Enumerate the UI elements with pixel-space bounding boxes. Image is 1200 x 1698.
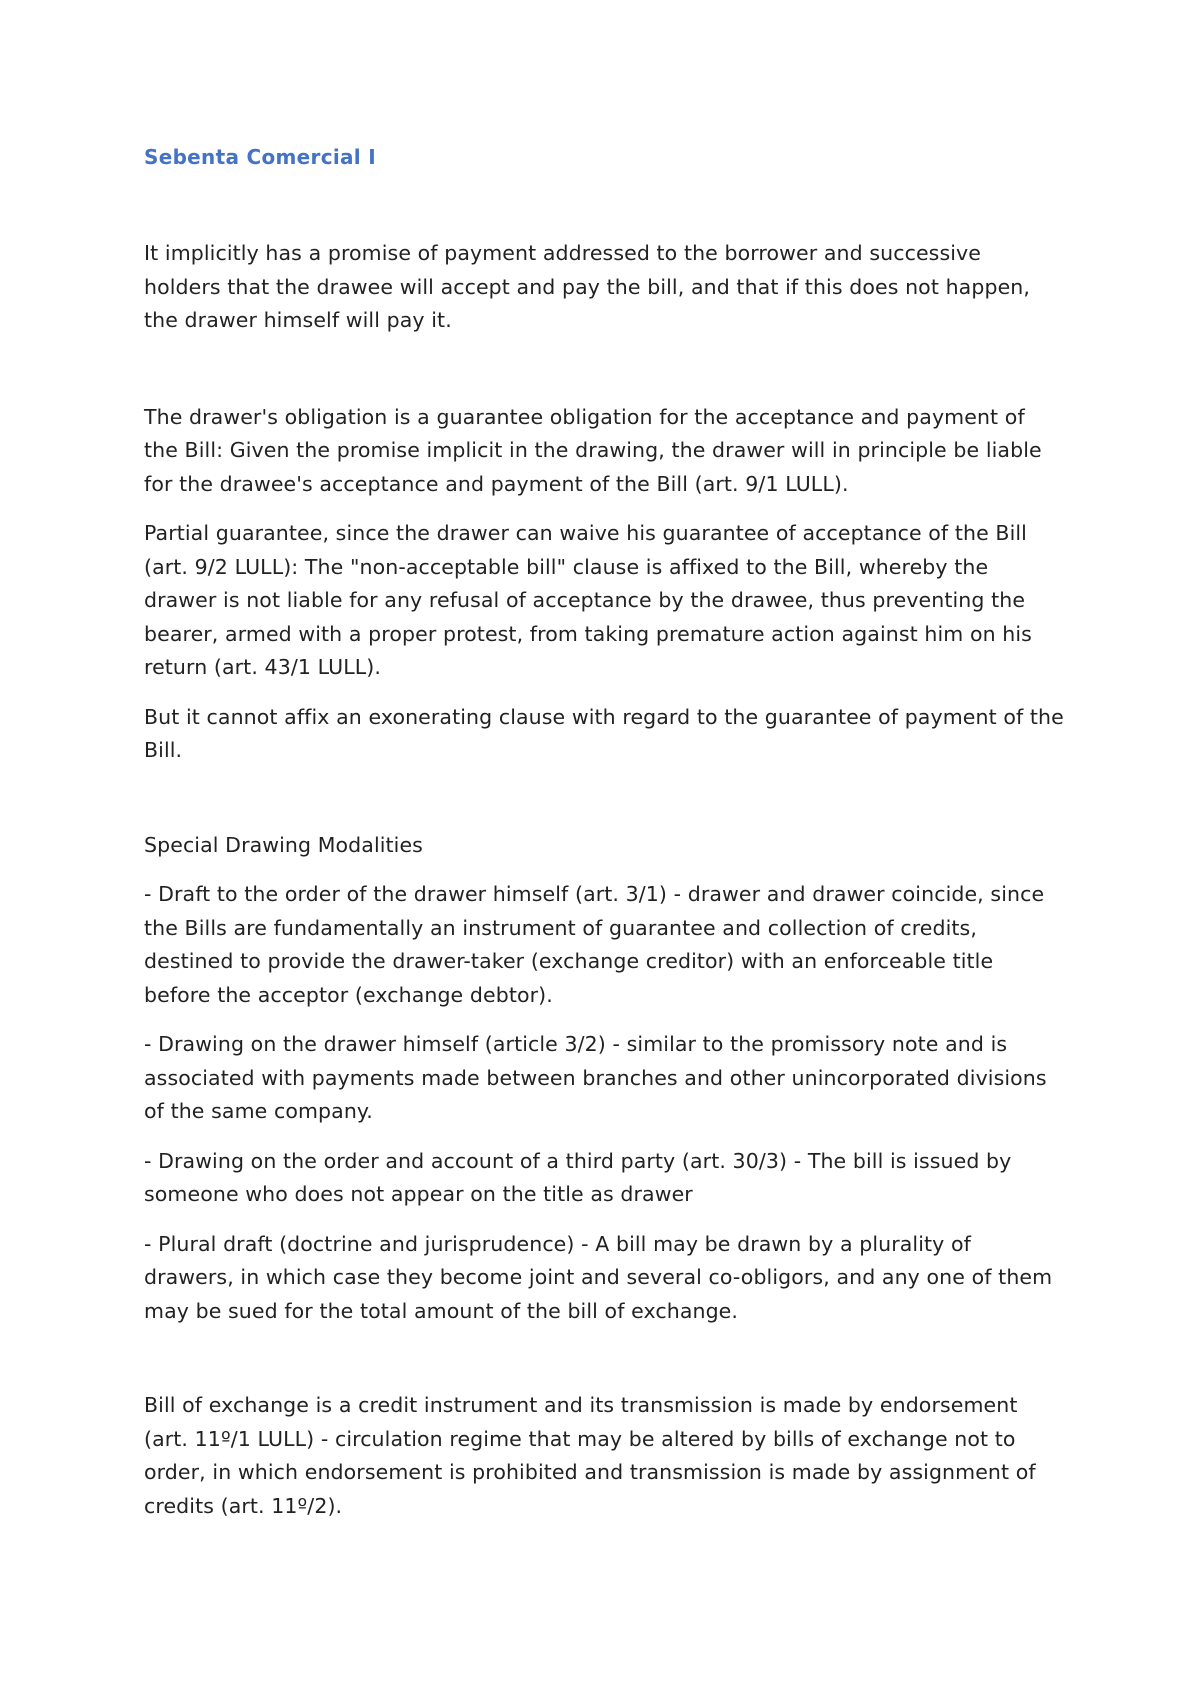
paragraph-implicit-promise: It implicitly has a promise of payment addressed to the borrower and successive holders that the drawee will accept and pay the bill, and that if this does not happen, the drawer himself will pay it. [144,241,1030,332]
spacer [144,1212,1064,1228]
list-item-drawing-on-drawer: - Drawing on the drawer himself (article 3/2) - similar to the promissory note and is associated with payments made between branches and other unincorporated divisions of the same company. [144,1032,1047,1123]
list-item-draft-order-drawer: - Draft to the order of the drawer himself (art. 3/1) - drawer and drawer coincide, since the Bills are fundamentally an instrument of guarantee and collection of credits, destined to provide the drawer-taker (exchange creditor) with an enforceable title before the acceptor (exchange debtor). [144,882,1045,1007]
spacer [144,862,1064,878]
spacer [144,1129,1064,1145]
paragraph-drawer-obligation: The drawer's obligation is a guarantee obligation for the acceptance and payment of the Bill: Given the promise implicit in the drawing, the drawer will in principle be liable for the drawee's acceptance and payment of the Bill (art. 9/1 LULL). [144,404,1042,496]
document-title: Sebenta Comercial I [144,145,376,169]
paragraph-endorsement: Bill of exchange is a credit instrument and its transmission is made by endorsement (art. 11º/1 LULL) - circulation regime that may be altered by bills of exchange not to order, in which endorsement is prohibited and transmission is made by assignment of credits (art. 11º/2). [144,1393,1036,1518]
section-heading-special-drawing: Special Drawing Modalities [144,832,423,857]
spacer [144,768,1064,829]
spacer [144,338,1064,401]
list-item-third-party: - Drawing on the order and account of a third party (art. 30/3) - The bill is issued by someone who does not appear on the title as drawer [144,1148,1012,1206]
paragraph-partial-guarantee: Partial guarantee, since the drawer can waive his guarantee of acceptance of the Bill (art. 9/2 LULL): The "non-acceptable bill" clause is affixed to the Bill, whereby the drawer is not liable for any refusal of acceptance by the drawee, thus preventing the bearer, armed with a proper protest, from taking premature action against him on his return (art. 43/1 LULL). [144,521,1032,679]
document-content [144,140,1064,1523]
spacer [144,1012,1064,1028]
spacer [144,685,1064,701]
paragraph-exonerating-clause: But it cannot affix an exonerating clause with regard to the guarantee of payment of the Bill. [144,704,1064,762]
list-item-plural-draft: - Plural draft (doctrine and jurisprudence) - A bill may be drawn by a plurality of drawers, in which case they become joint and several co-obligors, and any one of them may be sued for the total amount of the bill of exchange. [144,1231,1053,1323]
spacer [144,1328,1064,1389]
spacer [144,501,1064,517]
spacer [144,174,1064,237]
